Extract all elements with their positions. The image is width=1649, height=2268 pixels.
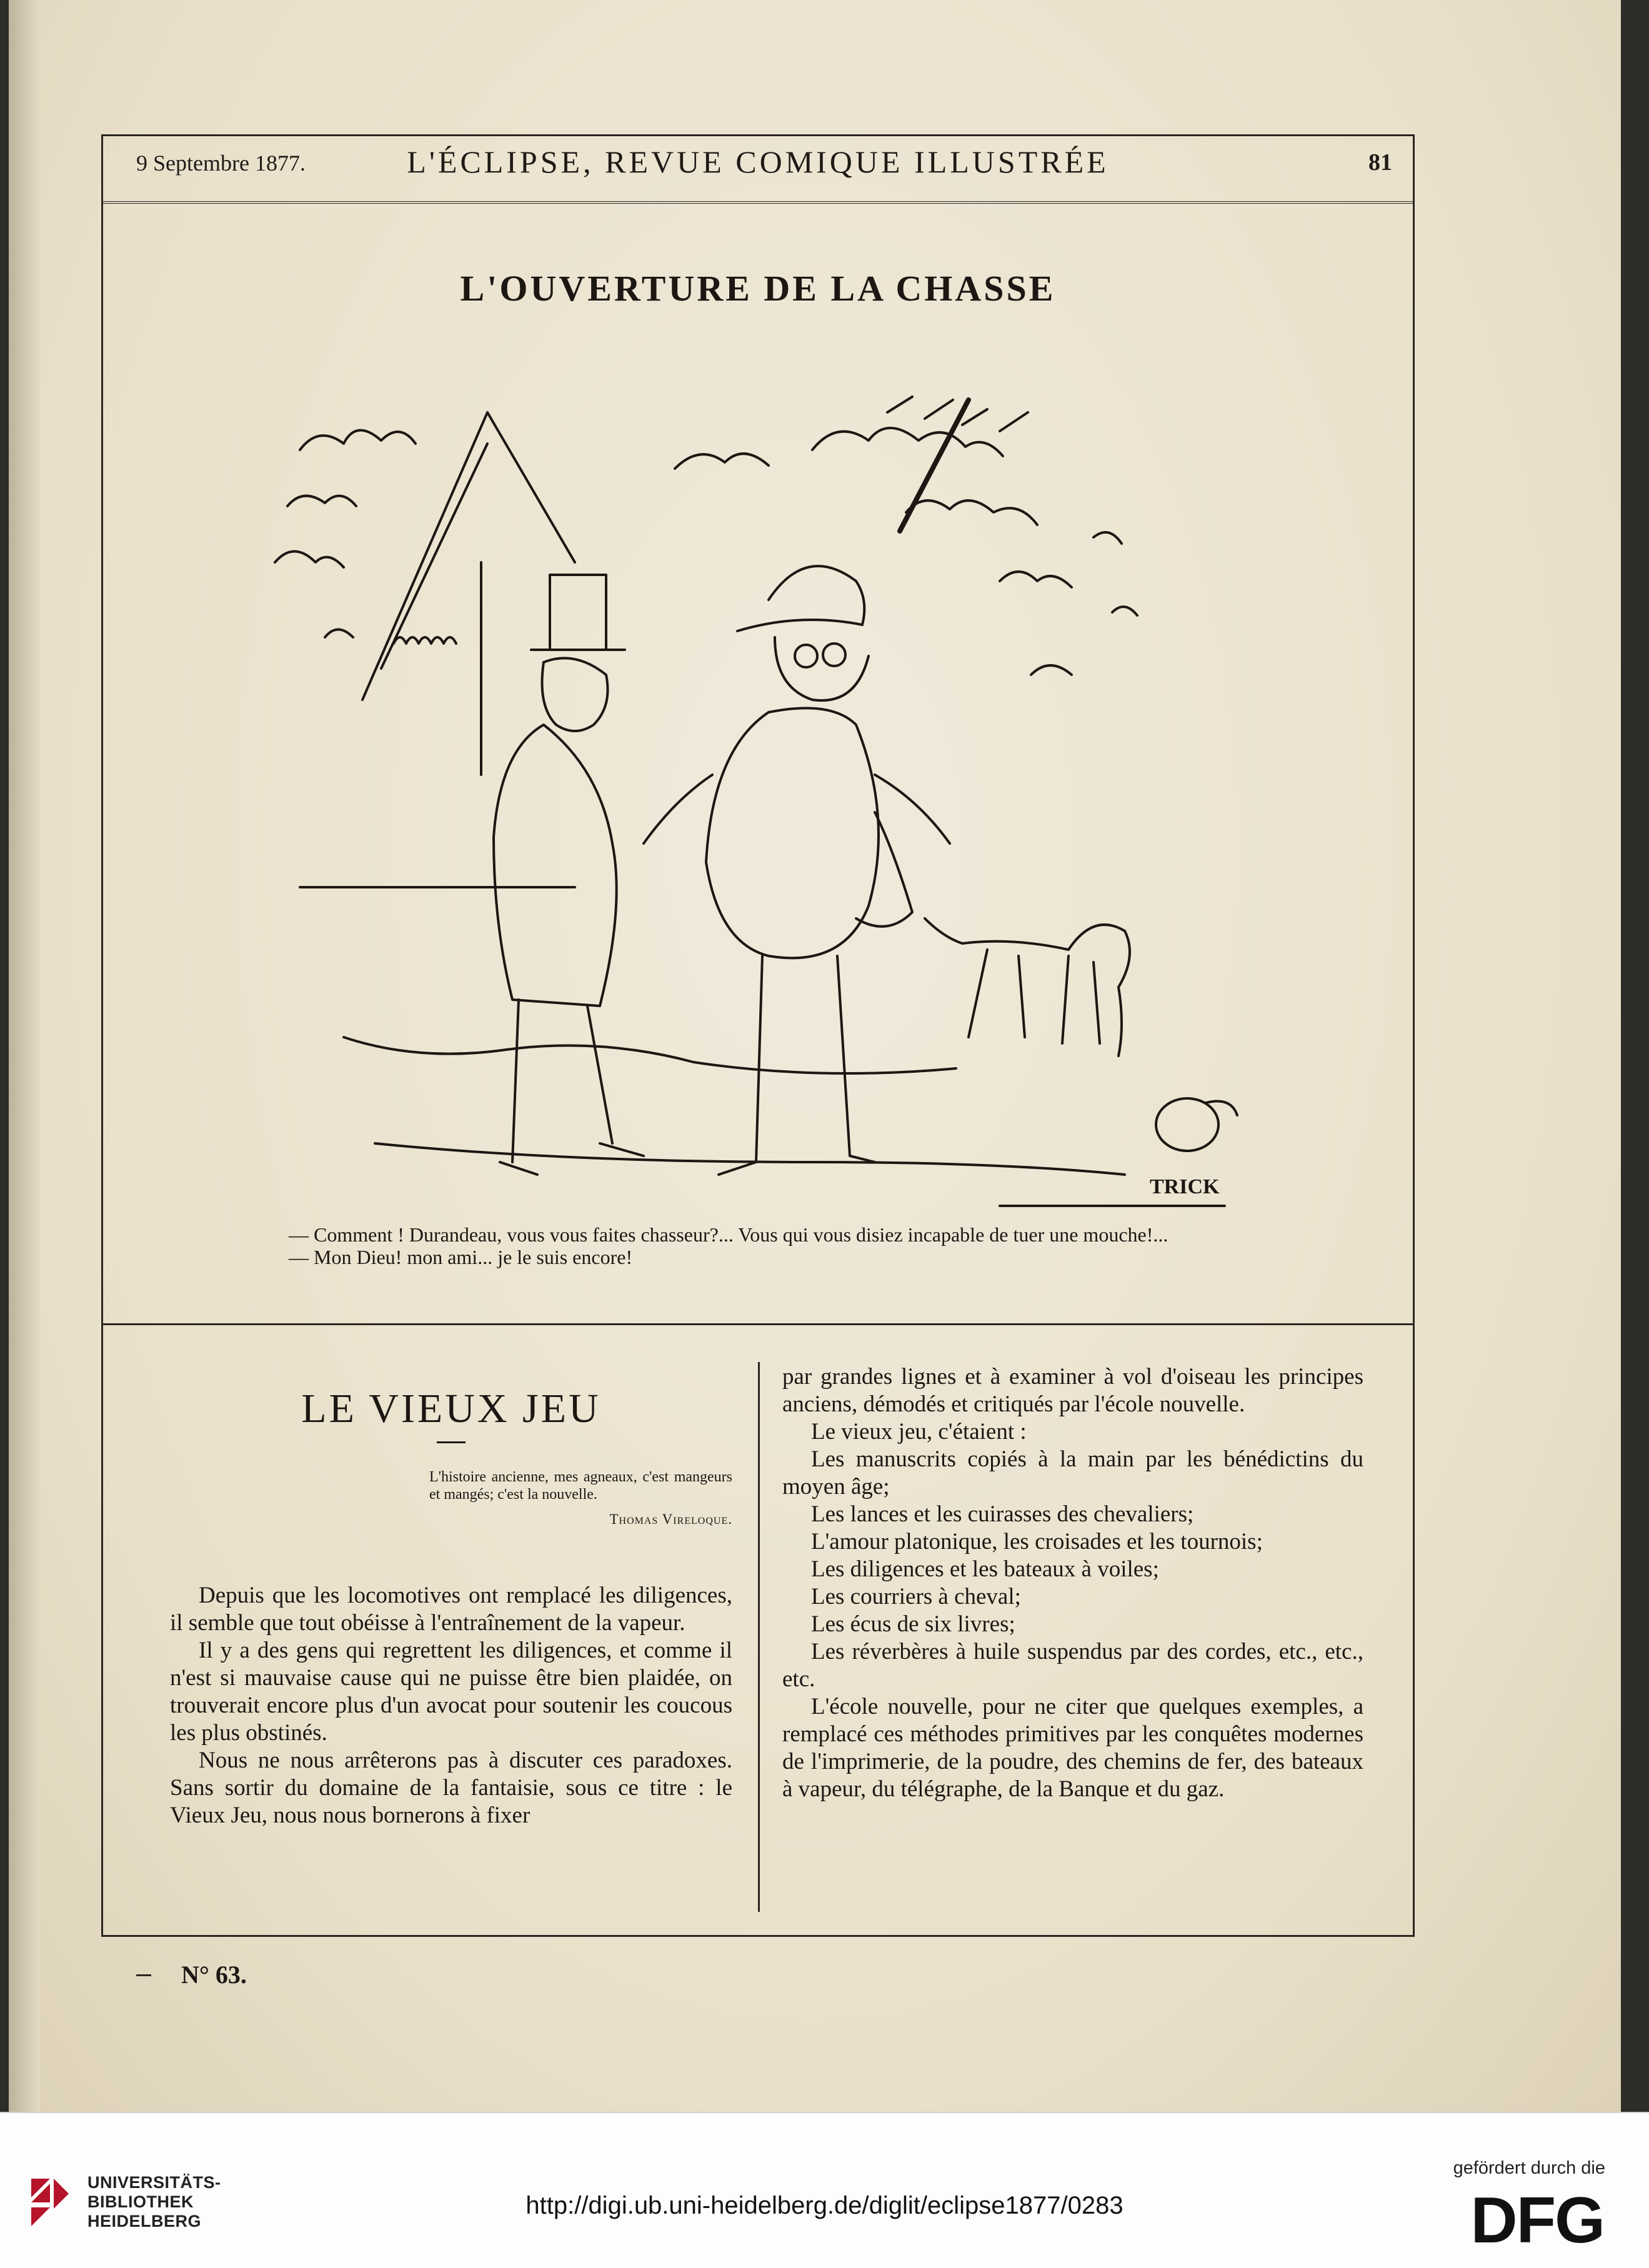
paragraph: Les manuscrits copiés à la main par les bénédictins du moyen âge;	[782, 1446, 1363, 1500]
caption-line-1: — Comment ! Durandeau, vous vous faites chasseur?... Vous qui vous disiez incapable de tuer une mouche!...	[289, 1223, 1168, 1246]
funding-label: gefördert durch die	[1453, 2158, 1605, 2178]
paragraph: Il y a des gens qui regrettent les diligences, et comme il n'est si mauvaise cause qui ne puisse être bien plaidée, on trouverait encore plus d'un avocat pour soutenir les coucous les plus obstinés.	[170, 1638, 732, 1746]
university-name-line: BIBLIOTHEK	[87, 2192, 194, 2211]
permalink-url[interactable]: http://digi.ub.uni-heidelberg.de/diglit/eclipse1877/0283	[526, 2192, 1123, 2219]
paragraph: par grandes lignes et à examiner à vol d'oiseau les principes anciens, démodés et critiqués par l'école nouvelle.	[782, 1364, 1363, 1417]
paragraph: Les diligences et les bateaux à voiles;	[811, 1556, 1159, 1582]
header-title: L'ÉCLIPSE, REVUE COMIQUE ILLUSTRÉE	[407, 144, 1109, 179]
issue-number: N° 63.	[181, 1961, 247, 1989]
university-name-line: UNIVERSITÄTS-	[87, 2173, 221, 2192]
column-rule	[758, 1362, 760, 1912]
paragraph: Les écus de six livres;	[811, 1611, 1015, 1637]
article-left-column	[170, 1378, 732, 1829]
dfg-logo: DFG	[1470, 2184, 1604, 2257]
section-rule	[101, 1323, 1415, 1325]
title-dash	[437, 1441, 466, 1443]
article-epigraph: L'histoire ancienne, mes agneaux, c'est mangeurs et mangés; c'est la nouvelle.	[429, 1469, 732, 1503]
header-date: 9 Septembre 1877.	[136, 151, 306, 176]
header-rule	[101, 201, 1415, 204]
paragraph: L'amour platonique, les croisades et les tournois;	[811, 1529, 1263, 1554]
artist-signature: TRICK	[1150, 1175, 1220, 1198]
epigraph-author: Thomas Vireloque.	[609, 1511, 732, 1527]
paragraph: L'école nouvelle, pour ne citer que quelques exemples, a remplacé ces méthodes primitives par les conquêtes modernes de l'imprimerie, de la poudre, des chemins de fer, des bateaux à vapeur, du télégraphe, de la Banque et du gaz.	[782, 1694, 1363, 1802]
university-name-line: HEIDELBERG	[87, 2212, 202, 2231]
paragraph: Les courriers à cheval;	[811, 1584, 1021, 1609]
page-gutter-shadow	[9, 0, 40, 2112]
caption-line-2: — Mon Dieu! mon ami... je le suis encore!	[289, 1246, 633, 1268]
running-header	[101, 142, 1415, 192]
paragraph: Les réverbères à huile suspendus par des cordes, etc., etc., etc.	[782, 1639, 1363, 1692]
paragraph: Le vieux jeu, c'étaient :	[811, 1419, 1027, 1445]
paragraph: Les lances et les cuirasses des chevaliers;	[811, 1501, 1194, 1527]
cartoon-caption	[289, 1223, 1288, 1268]
cartoon-illustration	[250, 375, 1262, 1231]
paragraph: Nous ne nous arrêterons pas à discuter ces paradoxes. Sans sortir du domaine de la fantaisie, sous ce titre : le Vieux Jeu, nous nous bornerons à fixer	[170, 1748, 732, 1828]
header-page-number: 81	[1368, 149, 1392, 176]
viewer-footer	[0, 2112, 1649, 2268]
cartoon-title: L'OUVERTURE DE LA CHASSE	[460, 268, 1056, 309]
article-title: LE VIEUX JEU	[301, 1386, 601, 1431]
article-right-column	[782, 1363, 1363, 1803]
issue-dash	[136, 1974, 151, 1976]
paragraph: Depuis que les locomotives ont remplacé les diligences, il semble que tout obéisse à l'entraînement de la vapeur.	[170, 1583, 732, 1636]
